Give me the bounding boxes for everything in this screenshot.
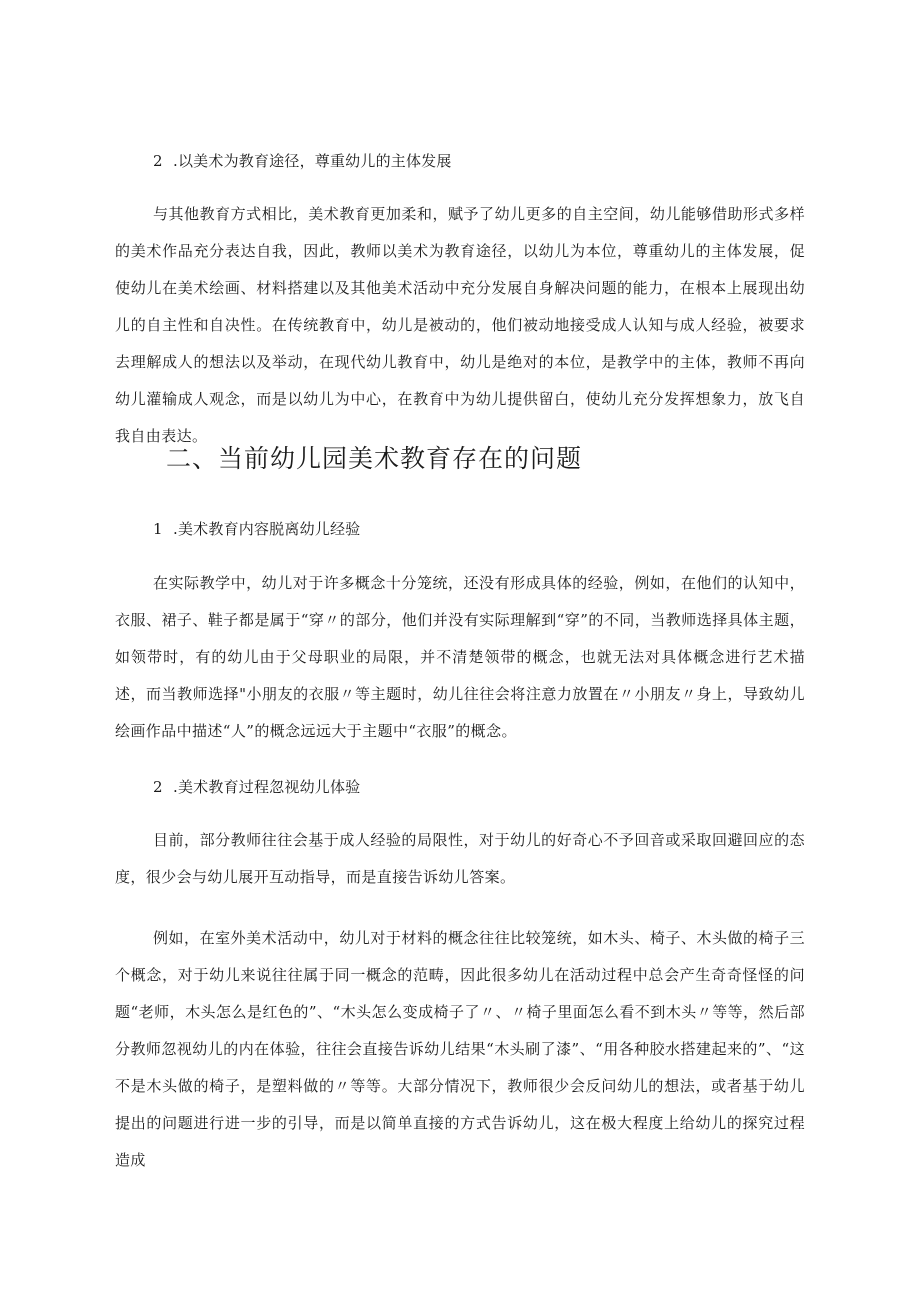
subheading-respect-subject <box>153 151 452 171</box>
subheading-text: .以美术为教育途径，尊重幼儿的主体发展 <box>173 152 452 170</box>
subheading-text: .美术教育内容脱离幼儿经验 <box>173 520 361 538</box>
subheading-number: 1 <box>153 520 163 538</box>
paragraph-teacher-limitations: 目前，部分教师往往会基于成人经验的局限性，对于幼儿的好奇心不予回音或采取回避回应的态度，很少会与幼儿展开互动指导，而是直接告诉幼儿答案。 <box>115 831 805 886</box>
subheading-process-ignores-experience <box>153 777 360 797</box>
paragraph-art-education-autonomy: 与其他教育方式相比，美术教育更加柔和，赋予了幼儿更多的自主空间，幼儿能够借助形式多样的美术作品充分表达自我，因此，教师以美术为教育途径，以幼儿为本位，尊重幼儿的主体发展，促使幼儿在美术绘画、材料搭建以及其他美术活动中充分发展自身解决问题的能力，在根本上展现出幼儿的自主性和自决性。在传统教育中，幼儿是被动的，他们被动地接受成人认知与成人经验，被要求去理解成人的想法以及举动，在现代幼儿教育中，幼儿是绝对的本位，是教学中的主体，教师不再向幼儿灌输成人观念，而是以幼儿为中心，在教育中为幼儿提供留白，使幼儿充分发挥想象力，放飞自我自由表达。 <box>115 205 805 445</box>
subheading-content-detached <box>153 519 360 539</box>
subheading-number: 2 <box>153 778 163 796</box>
subheading-text: .美术教育过程忽视幼儿体验 <box>173 778 361 796</box>
paragraph-outdoor-activity-example: 例如，在室外美术活动中，幼儿对于材料的概念往往比较笼统，如木头、椅子、木头做的椅子三个概念，对于幼儿来说往往属于同一概念的范畴，因此很多幼儿在活动过程中总会产生奇奇怪怪的问题“老师，木头怎么是红色的”、“木头怎么变成椅子了〃、〃椅子里面怎么看不到木头〃等等，然后部分教师忽视幼儿的内在体验，往往会直接告诉幼儿结果“木头刷了漆”、“用各种胶水搭建起来的”、“这不是木头做的椅子，是塑料做的〃等等。大部分情况下，教师很少会反问幼儿的想法，或者基于幼儿提出的问题进行进一步的引导，而是以简单直接的方式告诉幼儿，这在极大程度上给幼儿的探究过程造成 <box>115 929 805 1169</box>
subheading-number: 2 <box>153 152 163 170</box>
section-title: 二、当前幼儿园美术教育存在的问题 <box>166 444 583 473</box>
paragraph-concept-examples: 在实际教学中，幼儿对于许多概念十分笼统，还没有形成具体的经验，例如，在他们的认知中，衣服、裙子、鞋子都是属于“穿〃的部分，他们并没有实际理解到“穿”的不同，当教师选择具体主题，如领带时，有的幼儿由于父母职业的局限，并不清楚领带的概念，也就无法对具体概念进行艺术描述，而当教师选择"小朋友的衣服〃等主题时，幼儿往往会将注意力放置在〃小朋友〃身上，导致幼儿绘画作品中描述“人”的概念远远大于主题中“衣服”的概念。 <box>115 574 805 740</box>
